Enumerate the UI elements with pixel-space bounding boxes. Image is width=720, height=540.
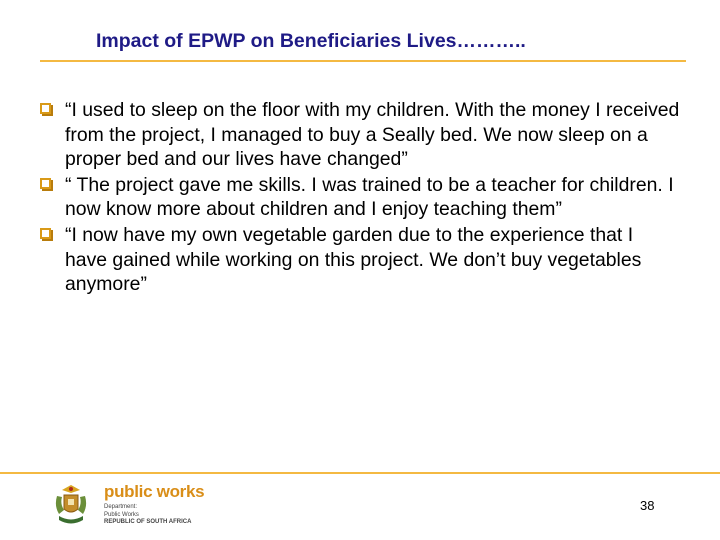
logo-sub-line: REPUBLIC OF SOUTH AFRICA bbox=[104, 519, 192, 525]
bullet-text: “ The project gave me skills. I was trained to be a teacher for children. I now know more about children and I enjoy teaching them” bbox=[65, 173, 674, 221]
list-item bbox=[40, 98, 680, 172]
logo-sub-line: Department: bbox=[104, 504, 138, 510]
bullet-text: “I used to sleep on the floor with my children. With the money I received from the project, I managed to buy a Seally bed. We now sleep on a proper bed and our lives have changed” bbox=[65, 99, 680, 171]
checkbox-icon bbox=[40, 103, 51, 114]
logo-subtitle bbox=[104, 504, 191, 527]
title-divider bbox=[40, 60, 686, 62]
list-item bbox=[40, 223, 680, 297]
logo-name: public works bbox=[104, 482, 205, 501]
footer-divider bbox=[0, 472, 720, 474]
checkbox-icon bbox=[40, 228, 51, 239]
logo-sub-line: Public Works bbox=[104, 511, 139, 518]
page-number: 38 bbox=[640, 498, 655, 513]
coat-of-arms-icon bbox=[50, 482, 92, 528]
list-item bbox=[40, 173, 680, 222]
bullet-text: “I now have my own vegetable garden due to the experience that I have gained while working on this project. We don’t buy vegetables anymore” bbox=[65, 223, 642, 296]
checkbox-icon bbox=[40, 178, 51, 189]
slide-title: Impact of EPWP on Beneficiaries Lives……….. bbox=[96, 30, 526, 52]
public-works-logo bbox=[50, 482, 205, 530]
testimonial-list bbox=[40, 98, 680, 298]
